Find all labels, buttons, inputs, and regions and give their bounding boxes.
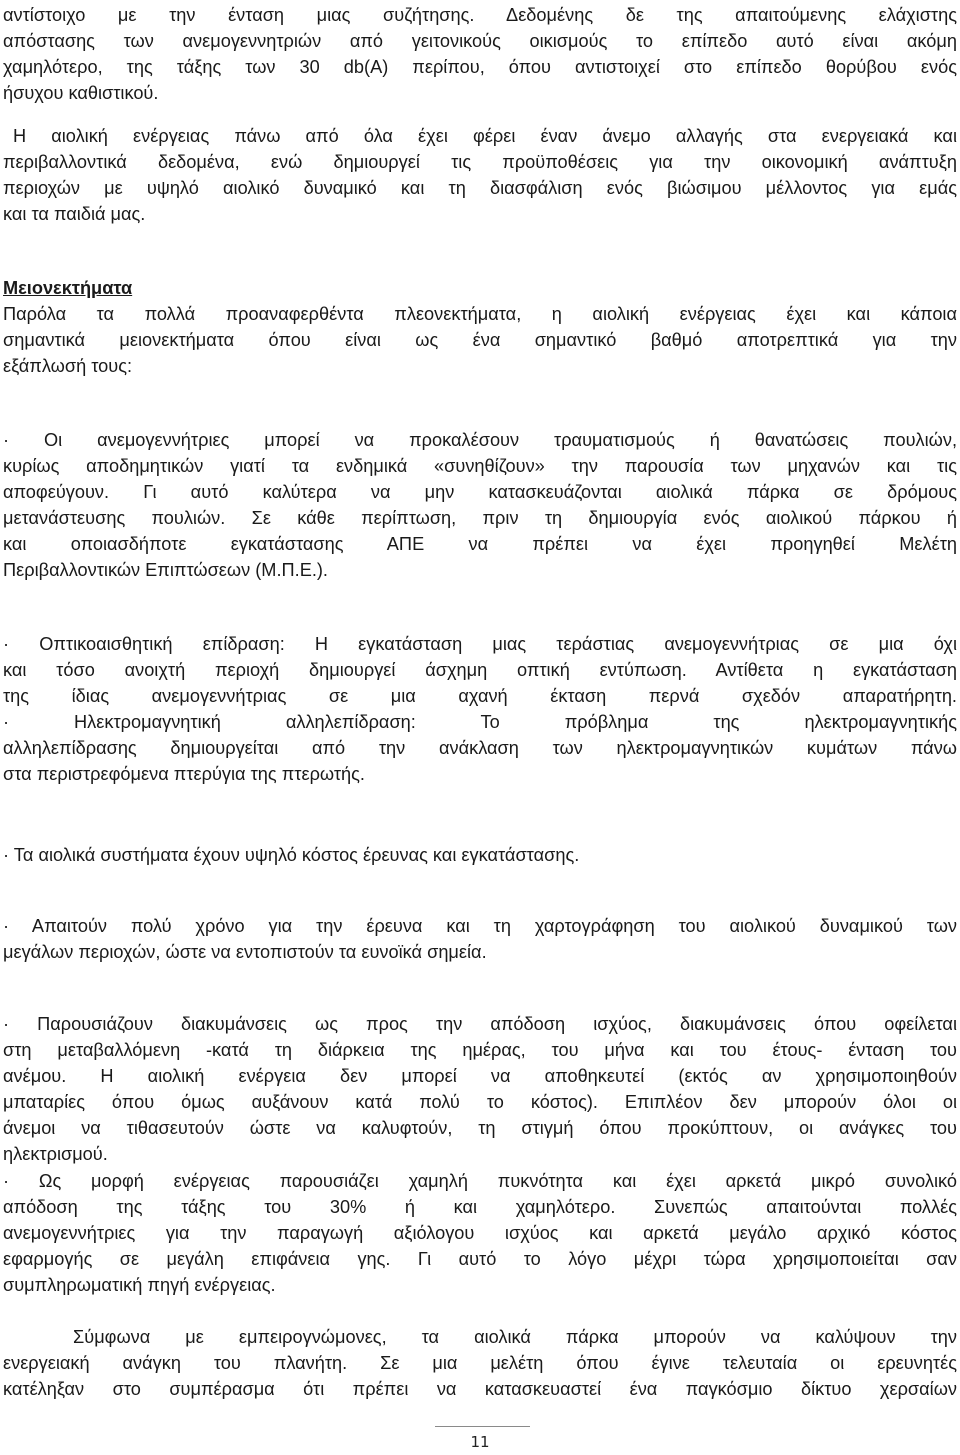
text-line: ανεμογεννήτριες για την παραγωγή αξιόλογου ισχύος και αρκετά μεγάλο αρχικό κόστος: [3, 1222, 957, 1243]
text-line: · Ως μορφή ενέργειας παρουσιάζει χαμηλή πυκνότητα και έχει αρκετά μικρό συνολικό: [3, 1170, 957, 1191]
text-line: περιοχών με υψηλό αιολικό δυναμικό και τη διασφάλιση ενός βιώσιμου μέλλοντος για εμάς: [3, 178, 957, 199]
bullet-cost: [3, 842, 957, 868]
text-line: της ίδιας ανεμογεννήτριας σε μια αχανή έκταση περνά σχεδόν απαρατήρητη.: [3, 686, 957, 707]
text-line: · Ηλεκτρομαγνητική αλληλεπίδραση: Το πρόβλημα της ηλεκτρομαγνητικής: [3, 712, 957, 733]
text-line: και οποιασδήποτε εγκατάστασης ΑΠΕ να πρέπει να έχει προηγηθεί Μελέτη: [3, 534, 957, 555]
text-line: στη μεταβαλλόμενη -κατά τη διάρκεια της ημέρας, του μήνα και του έτους- ένταση του: [3, 1040, 957, 1061]
text-line: ηλεκτρισμού.: [3, 1144, 108, 1165]
text-line: αλληλεπίδρασης δημιουργείται από την ανάκλαση των ηλεκτρομαγνητικών κυμάτων πάνω: [3, 738, 957, 759]
text-line: εξάπλωσή τους:: [3, 356, 133, 377]
text-line: · Οπτικοαισθητική επίδραση: Η εγκατάσταση μιας τεράστιας ανεμογεννήτριας σε μια όχι: [3, 634, 957, 654]
text-line: απόστασης των ανεμογεννητριών από γειτονικούς οικισμούς το επίπεδο αυτό είναι ακόμη: [3, 31, 957, 52]
text-line: αποφεύγουν. Γι αυτό καλύτερα να μην κατασκευάζονται αιολικά πάρκα σε δρόμους: [3, 482, 957, 503]
text-line: κυρίως αποδημητικών γιατί τα ενδημικά «συνηθίζουν» την παρουσία των μηχανών και τις: [3, 456, 957, 477]
text-line: · Απαιτούν πολύ χρόνο για την έρευνα και τη χαρτογράφηση του αιολικού δυναμικού των: [3, 916, 957, 936]
bullet-research: [3, 913, 957, 965]
text-line: ανέμου. Η αιολική ενέργεια δεν μπορεί να αποθηκευτεί (εκτός αν χρησιμοποιηθούν: [3, 1066, 957, 1087]
text-line: · Παρουσιάζουν διακυμάνσεις ως προς την απόδοση ισχύος, διακυμάνσεις όπου οφείλεται: [3, 1014, 957, 1034]
text-line: Η αιολική ενέργειας πάνω από όλα έχει φέρει έναν άνεμο αλλαγής στα ενεργειακά και: [13, 126, 957, 146]
text-line: κατέληξαν στο συμπέρασμα ότι πρέπει να κατασκευαστεί ένα παγκόσμιο δίκτυο χερσαίων: [3, 1379, 957, 1400]
text-line: αντίστοιχο με την ένταση μιας συζήτησης. Δεδομένης δε της απαιτούμενης ελάχιστης: [3, 5, 957, 25]
bullet-fluctuation: [3, 1011, 957, 1298]
text-line: Παρόλα τα πολλά προαναφερθέντα πλεονεκτήματα, η αιολική ενέργειας έχει και κάποια: [3, 304, 957, 324]
text-line: ενεργειακή ανάγκη του πλανήτη. Σε μια μελέτη όπου έγινε τελευταία οι ερευνητές: [3, 1353, 957, 1374]
section-heading: Μειονεκτήματα: [3, 278, 133, 298]
text-line: μπαταρίες όπου όμως αυξάνουν κατά πολύ το κόστος). Επιπλέον δεν μπορούν όλοι οι: [3, 1092, 957, 1113]
text-line: απόδοση της τάξης του 30% ή και χαμηλότερο. Συνεπώς απαιτούνται πολλές: [3, 1196, 957, 1217]
footer-divider: [435, 1426, 530, 1427]
text-line: σημαντικά μειονεκτήματα όπου είναι ως ένα σημαντικό βαθμό αποτρεπτικά για την: [3, 330, 957, 351]
bullet-birds: [3, 427, 957, 584]
text-line: · Τα αιολικά συστήματα έχουν υψηλό κόστος έρευνας και εγκατάστασης.: [3, 845, 580, 865]
text-line: · Οι ανεμογεννήτριες μπορεί να προκαλέσουν τραυματισμούς ή θανατώσεις πουλιών,: [3, 430, 957, 450]
text-line: περιβαλλοντικά δεδομένα, ενώ δημιουργεί τις προϋποθέσεις για την οικονομική ανάπτυξη: [3, 152, 957, 173]
text-line: εφαρμογής σε μεγάλη επιφάνεια γης. Γι αυτό το λόγο μέχρι τώρα χρησιμοποιείται σαν: [3, 1248, 957, 1269]
text-line: Σύμφωνα με εμπειρογνώμονες, τα αιολικά πάρκα μπορούν να καλύψουν την: [73, 1327, 957, 1347]
text-line: άνεμοι να τιθασευτούν ώστε να καλυφτούν, τη στιγμή όπου προκύπτουν, οι ανάγκες του: [3, 1118, 957, 1139]
text-line: μετανάστευσης πουλιών. Σε κάθε περίπτωση, πριν τη δημιουργία ενός αιολικού πάρκου ή: [3, 508, 957, 529]
conclusion-paragraph: [3, 1324, 957, 1402]
bullet-visual-impact: [3, 631, 957, 788]
text-line: και τόσο ανοιχτή περιοχή δημιουργεί άσχημη οπτική εντύπωση. Αντίθετα η εγκατάσταση: [3, 660, 957, 681]
page-number: 11: [470, 1433, 490, 1451]
advantages-summary-paragraph: [3, 123, 957, 227]
text-line: χαμηλότερο, της τάξης των 30 db(A) περίπου, όπου αντιστοιχεί στο επίπεδο θορύβου ενός: [3, 57, 957, 78]
text-line: μεγάλων περιοχών, ώστε να εντοπιστούν τα ευνοϊκά σημεία.: [3, 942, 487, 963]
text-line: ήσυχου καθιστικού.: [3, 83, 159, 104]
text-line: Περιβαλλοντικών Επιπτώσεων (Μ.Π.Ε.).: [3, 560, 328, 581]
intro-paragraph: [3, 2, 957, 106]
text-line: συμπληρωματική πηγή ενέργειας.: [3, 1274, 276, 1295]
text-line: και τα παιδιά μας.: [3, 204, 146, 225]
text-line: στα περιστρεφόμενα πτερύγια της πτερωτής.: [3, 764, 365, 785]
disadvantages-section: [3, 275, 957, 379]
